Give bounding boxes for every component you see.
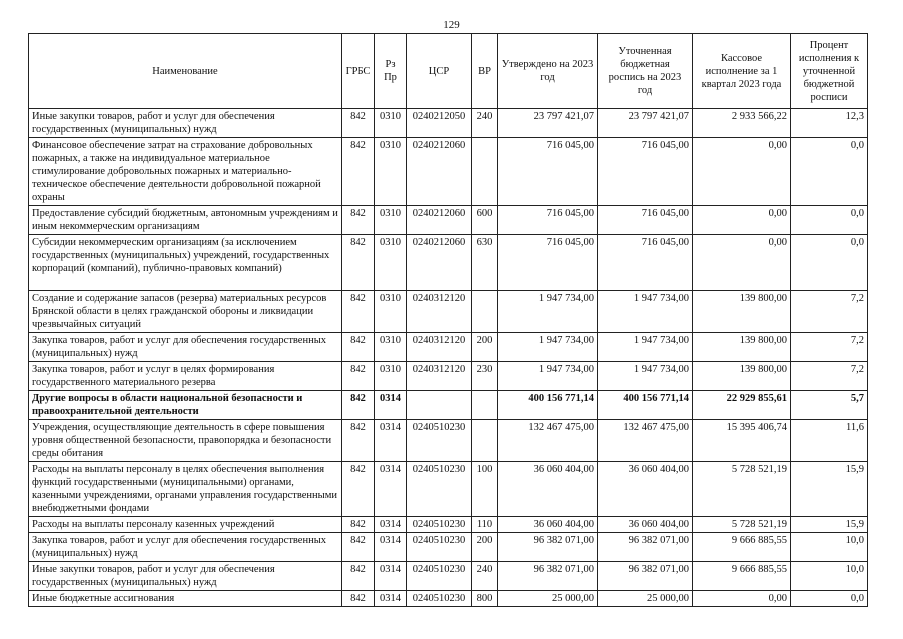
cell-name: Иные закупки товаров, работ и услуг для обеспечения государственных (муниципальных) нужд (29, 109, 342, 138)
cell-approved: 716 045,00 (498, 138, 598, 206)
cell-percent: 12,3 (791, 109, 868, 138)
cell-csr: 0240312120 (407, 333, 472, 362)
cell-vr: 240 (472, 109, 498, 138)
cell-rzpr: 0314 (375, 420, 407, 462)
cell-vr: 200 (472, 333, 498, 362)
cell-cash: 0,00 (693, 138, 791, 206)
cell-approved: 132 467 475,00 (498, 420, 598, 462)
cell-rzpr: 0314 (375, 462, 407, 517)
cell-cash: 0,00 (693, 235, 791, 291)
cell-percent: 10,0 (791, 562, 868, 591)
cell-refined: 716 045,00 (598, 138, 693, 206)
cell-refined: 96 382 071,00 (598, 562, 693, 591)
cell-approved: 23 797 421,07 (498, 109, 598, 138)
cell-csr: 0240510230 (407, 420, 472, 462)
cell-cash: 0,00 (693, 591, 791, 607)
cell-csr: 0240312120 (407, 362, 472, 391)
cell-refined: 23 797 421,07 (598, 109, 693, 138)
cell-rzpr: 0310 (375, 235, 407, 291)
cell-refined: 400 156 771,14 (598, 391, 693, 420)
cell-refined: 36 060 404,00 (598, 462, 693, 517)
cell-rzpr: 0310 (375, 291, 407, 333)
header-rzpr: Рз Пр (375, 34, 407, 109)
cell-grbs: 842 (342, 138, 375, 206)
cell-vr: 100 (472, 462, 498, 517)
cell-name: Закупка товаров, работ и услуг для обеспечения государственных (муниципальных) нужд (29, 333, 342, 362)
cell-cash: 22 929 855,61 (693, 391, 791, 420)
cell-name: Другие вопросы в области национальной безопасности и правоохранительной деятельности (29, 391, 342, 420)
cell-refined: 96 382 071,00 (598, 533, 693, 562)
cell-cash: 15 395 406,74 (693, 420, 791, 462)
cell-grbs: 842 (342, 591, 375, 607)
cell-approved: 96 382 071,00 (498, 533, 598, 562)
cell-percent: 10,0 (791, 533, 868, 562)
cell-grbs: 842 (342, 562, 375, 591)
cell-percent: 7,2 (791, 362, 868, 391)
cell-rzpr: 0310 (375, 206, 407, 235)
table-row (29, 109, 868, 138)
cell-name: Учреждения, осуществляющие деятельность в сфере повышения уровня общественной безопасности, правопорядка и безопасности среды обитания (29, 420, 342, 462)
cell-refined: 716 045,00 (598, 206, 693, 235)
cell-percent: 7,2 (791, 291, 868, 333)
header-refined: Уточненная бюджетная роспись на 2023 год (598, 34, 693, 109)
cell-approved: 716 045,00 (498, 206, 598, 235)
cell-approved: 1 947 734,00 (498, 333, 598, 362)
cell-approved: 716 045,00 (498, 235, 598, 291)
cell-refined: 1 947 734,00 (598, 291, 693, 333)
cell-vr: 200 (472, 533, 498, 562)
header-name: Наименование (29, 34, 342, 109)
cell-vr (472, 391, 498, 420)
table-row (29, 420, 868, 462)
cell-grbs: 842 (342, 206, 375, 235)
cell-percent: 11,6 (791, 420, 868, 462)
cell-approved: 1 947 734,00 (498, 291, 598, 333)
cell-rzpr: 0314 (375, 517, 407, 533)
table-row (29, 362, 868, 391)
table-row (29, 291, 868, 333)
cell-approved: 400 156 771,14 (498, 391, 598, 420)
table-row (29, 517, 868, 533)
header-cash: Кассовое исполнение за 1 квартал 2023 года (693, 34, 791, 109)
header-percent: Процент исполнения к уточненной бюджетной росписи (791, 34, 868, 109)
cell-rzpr: 0314 (375, 591, 407, 607)
cell-csr: 0240212060 (407, 235, 472, 291)
table-row (29, 462, 868, 517)
cell-csr: 0240212060 (407, 138, 472, 206)
cell-name: Закупка товаров, работ и услуг для обеспечения государственных (муниципальных) нужд (29, 533, 342, 562)
cell-grbs: 842 (342, 362, 375, 391)
cell-approved: 96 382 071,00 (498, 562, 598, 591)
cell-grbs: 842 (342, 391, 375, 420)
cell-name: Закупка товаров, работ и услуг в целях формирования государственного материального резерва (29, 362, 342, 391)
cell-vr: 630 (472, 235, 498, 291)
cell-csr: 0240510230 (407, 462, 472, 517)
cell-cash: 5 728 521,19 (693, 517, 791, 533)
cell-percent: 5,7 (791, 391, 868, 420)
cell-csr: 0240510230 (407, 517, 472, 533)
table-row (29, 391, 868, 420)
cell-rzpr: 0314 (375, 533, 407, 562)
cell-csr: 0240510230 (407, 591, 472, 607)
table-row (29, 206, 868, 235)
cell-name: Расходы на выплаты персоналу в целях обеспечения выполнения функций государственными (муниципальными) органами, казенными учреждениями, органами управления государственными внебюджетными фондами (29, 462, 342, 517)
cell-name: Субсидии некоммерческим организациям (за исключением государственных (муниципальных) учреждений, государственных корпораций (компаний), публично-правовых компаний) (29, 235, 342, 291)
budget-table (28, 33, 868, 607)
header-approved: Утверждено на 2023 год (498, 34, 598, 109)
cell-rzpr: 0310 (375, 362, 407, 391)
cell-rzpr: 0314 (375, 562, 407, 591)
cell-vr: 240 (472, 562, 498, 591)
table-row (29, 591, 868, 607)
page-number: 129 (443, 19, 460, 31)
table-row (29, 333, 868, 362)
cell-csr (407, 391, 472, 420)
table-row (29, 138, 868, 206)
cell-approved: 36 060 404,00 (498, 462, 598, 517)
cell-rzpr: 0310 (375, 109, 407, 138)
cell-vr: 600 (472, 206, 498, 235)
cell-vr (472, 420, 498, 462)
cell-vr: 800 (472, 591, 498, 607)
cell-csr: 0240212060 (407, 206, 472, 235)
cell-rzpr: 0310 (375, 333, 407, 362)
cell-percent: 0,0 (791, 591, 868, 607)
cell-cash: 139 800,00 (693, 362, 791, 391)
cell-csr: 0240510230 (407, 533, 472, 562)
header-grbs: ГРБС (342, 34, 375, 109)
cell-grbs: 842 (342, 333, 375, 362)
table-row (29, 235, 868, 291)
cell-csr: 0240212050 (407, 109, 472, 138)
cell-percent: 0,0 (791, 138, 868, 206)
cell-name: Иные закупки товаров, работ и услуг для обеспечения государственных (муниципальных) нужд (29, 562, 342, 591)
cell-approved: 1 947 734,00 (498, 362, 598, 391)
cell-grbs: 842 (342, 235, 375, 291)
cell-percent: 7,2 (791, 333, 868, 362)
cell-percent: 15,9 (791, 462, 868, 517)
cell-refined: 1 947 734,00 (598, 362, 693, 391)
cell-rzpr: 0314 (375, 391, 407, 420)
cell-name: Иные бюджетные ассигнования (29, 591, 342, 607)
cell-approved: 36 060 404,00 (498, 517, 598, 533)
cell-csr: 0240312120 (407, 291, 472, 333)
cell-refined: 132 467 475,00 (598, 420, 693, 462)
cell-name: Финансовое обеспечение затрат на страхование добровольных пожарных, а также на индивидуальное материальное стимулирование добровольных пожарных и материально-техническое обеспечение деятельности добровольной пожарной охраны (29, 138, 342, 206)
table-header-row (29, 34, 868, 109)
cell-cash: 2 933 566,22 (693, 109, 791, 138)
header-vr: ВР (472, 34, 498, 109)
cell-refined: 1 947 734,00 (598, 333, 693, 362)
cell-csr: 0240510230 (407, 562, 472, 591)
cell-vr (472, 138, 498, 206)
cell-approved: 25 000,00 (498, 591, 598, 607)
cell-percent: 15,9 (791, 517, 868, 533)
cell-cash: 139 800,00 (693, 291, 791, 333)
cell-cash: 0,00 (693, 206, 791, 235)
cell-name: Создание и содержание запасов (резерва) материальных ресурсов Брянской области в целях гражданской обороны и ликвидации чрезвычайных ситуаций (29, 291, 342, 333)
cell-grbs: 842 (342, 291, 375, 333)
cell-cash: 9 666 885,55 (693, 562, 791, 591)
cell-name: Предоставление субсидий бюджетным, автономным учреждениям и иным некоммерческим организациям (29, 206, 342, 235)
cell-refined: 25 000,00 (598, 591, 693, 607)
table-row (29, 533, 868, 562)
cell-percent: 0,0 (791, 235, 868, 291)
cell-vr: 110 (472, 517, 498, 533)
cell-cash: 9 666 885,55 (693, 533, 791, 562)
cell-grbs: 842 (342, 517, 375, 533)
header-csr: ЦСР (407, 34, 472, 109)
cell-grbs: 842 (342, 420, 375, 462)
cell-vr: 230 (472, 362, 498, 391)
cell-cash: 139 800,00 (693, 333, 791, 362)
cell-refined: 36 060 404,00 (598, 517, 693, 533)
table-row (29, 562, 868, 591)
cell-percent: 0,0 (791, 206, 868, 235)
cell-name: Расходы на выплаты персоналу казенных учреждений (29, 517, 342, 533)
cell-grbs: 842 (342, 462, 375, 517)
cell-grbs: 842 (342, 533, 375, 562)
cell-cash: 5 728 521,19 (693, 462, 791, 517)
cell-refined: 716 045,00 (598, 235, 693, 291)
cell-rzpr: 0310 (375, 138, 407, 206)
cell-grbs: 842 (342, 109, 375, 138)
cell-vr (472, 291, 498, 333)
